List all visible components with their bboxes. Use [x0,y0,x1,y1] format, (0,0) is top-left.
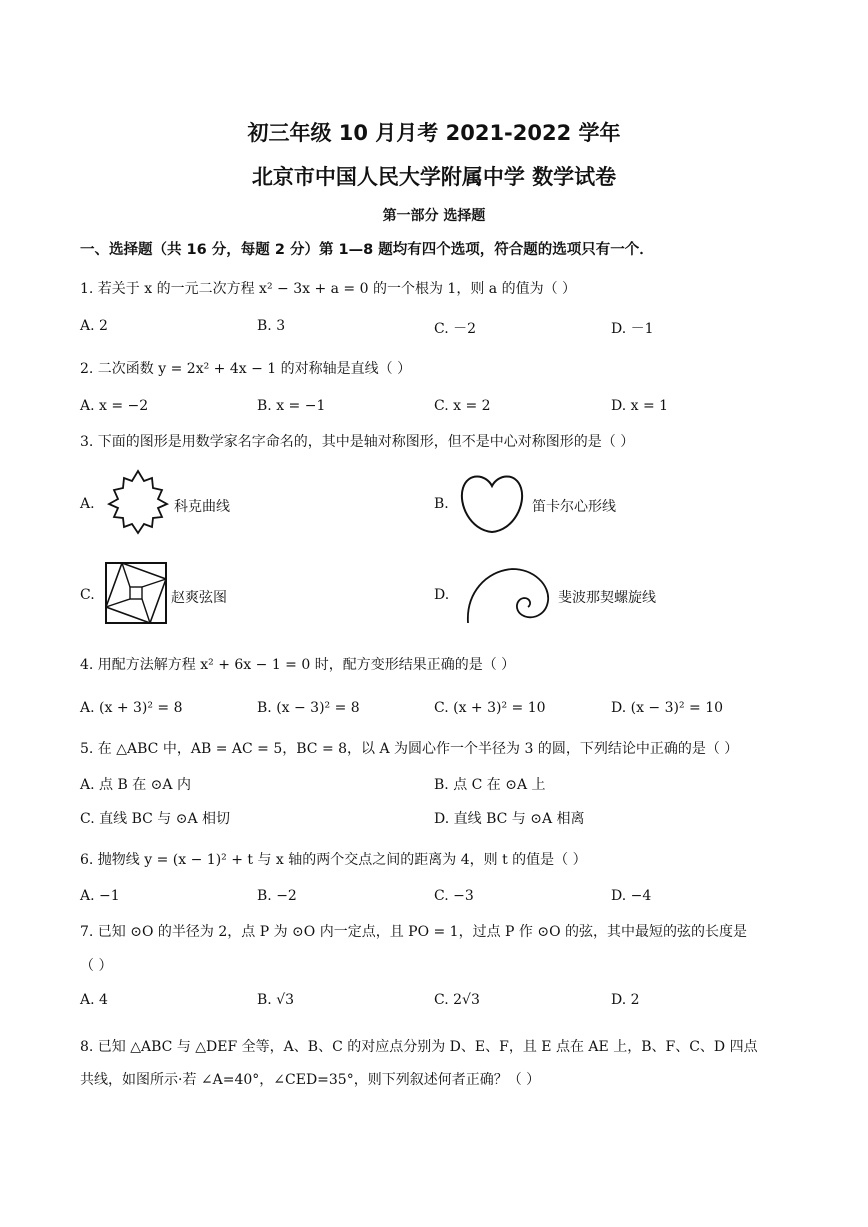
q7-option-c: C. 2√3 [434,992,480,1008]
q1-option-c: C. －2 [434,321,477,337]
question-5-stem: 5. 在 △ABC 中，AB = AC = 5，BC = 8，以 A 为圆心作一个半径为 3 的圆，下列结论中正确的是（ ） [80,741,739,757]
q6-option-a: A. −1 [80,888,120,904]
q1-option-a: A. 2 [80,318,108,334]
exam-title: 初三年级 10 月月考 2021-2022 学年 [247,121,621,145]
question-6-stem: 6. 抛物线 y = (x − 1)² + t 与 x 轴的两个交点之间的距离为 4，则 t 的值是（ ） [80,852,587,868]
question-4-stem: 4. 用配方法解方程 x² + 6x − 1 = 0 时，配方变形结果正确的是（ ） [80,657,516,673]
exam-school-title: 北京市中国人民大学附属中学 数学试卷 [251,165,617,189]
question-3-stem: 3. 下面的图形是用数学家名字命名的，其中是轴对称图形，但不是中心对称图形的是（ ） [80,434,635,450]
q4-option-d: D. (x − 3)² = 10 [611,700,724,716]
q3-label-koch: 科克曲线 [174,499,230,515]
question-8-stem-cont: 共线，如图所示·若 ∠A=40°，∠CED=35°，则下列叙述何者正确？（ ） [80,1072,541,1088]
q7-option-b: B. √3 [257,992,295,1008]
q3-label-cardioid: 笛卡尔心形线 [532,499,616,515]
q5-option-a: A. 点 B 在 ⊙A 内 [80,777,191,793]
q7-option-a: A. 4 [80,992,108,1008]
q3-option-a: A. [80,496,95,512]
q5-option-b: B. 点 C 在 ⊙A 上 [434,777,546,793]
question-1-stem: 1. 若关于 x 的一元二次方程 x² − 3x + a = 0 的一个根为 1，则 a 的值为（ ） [80,281,577,297]
q1-option-b: B. 3 [257,318,286,334]
q3-option-c: C. [80,587,95,603]
part-heading: 第一部分 选择题 [382,208,486,224]
q3-option-b: B. [434,496,449,512]
q6-option-b: B. −2 [257,888,297,904]
q6-option-c: C. −3 [434,888,474,904]
q4-option-a: A. (x + 3)² = 8 [80,700,183,716]
question-8-stem: 8. 已知 △ABC 与 △DEF 全等，A、B、C 的对应点分别为 D、E、F，且 E 点在 AE 上，B、F、C、D 四点 [80,1039,758,1055]
q2-option-b: B. x = −1 [257,398,326,414]
koch-snowflake-figure [104,468,172,536]
q4-option-b: B. (x − 3)² = 8 [257,700,360,716]
q2-option-a: A. x = −2 [80,398,149,414]
question-2-stem: 2. 二次函数 y = 2x² + 4x − 1 的对称轴是直线（ ） [80,361,412,377]
q5-option-d: D. 直线 BC 与 ⊙A 相离 [434,811,585,827]
zhao-shuang-diagram-figure [104,561,168,625]
fibonacci-spiral-figure [460,563,554,627]
q7-option-d: D. 2 [611,992,640,1008]
q5-option-c: C. 直线 BC 与 ⊙A 相切 [80,811,231,827]
cardioid-figure [456,468,528,536]
question-7-stem-cont: （ ） [80,958,113,974]
question-7-stem: 7. 已知 ⊙O 的半径为 2，点 P 为 ⊙O 内一定点，且 PO = 1，过点 P 作 ⊙O 的弦，其中最短的弦的长度是 [80,924,748,940]
q3-label-fibonacci: 斐波那契螺旋线 [558,590,656,606]
section-heading: 一、选择题（共 16 分，每题 2 分）第 1—8 题均有四个选项，符合题的选项只有一个． [80,242,654,258]
q3-label-zhao: 赵爽弦图 [171,590,227,606]
q4-option-c: C. (x + 3)² = 10 [434,700,546,716]
q2-option-d: D. x = 1 [611,398,669,414]
q2-option-c: C. x = 2 [434,398,491,414]
q1-option-d: D. －1 [611,321,654,337]
q3-option-d: D. [434,587,450,603]
q6-option-d: D. −4 [611,888,652,904]
